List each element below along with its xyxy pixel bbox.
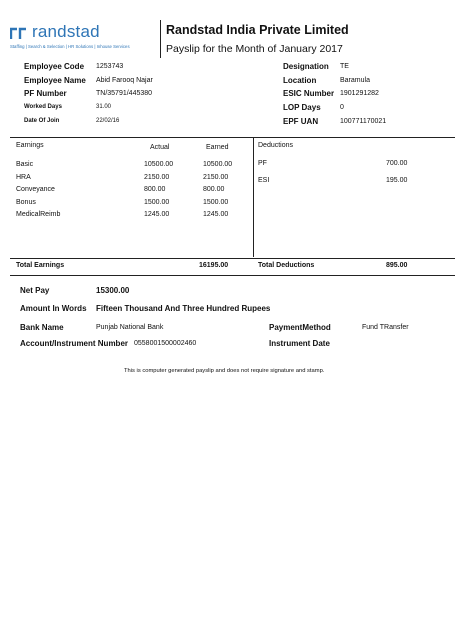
deductions-header: Deductions bbox=[258, 142, 294, 149]
bank-name-label: Bank Name bbox=[20, 323, 64, 332]
deduction-amount: 195.00 bbox=[386, 177, 408, 184]
earning-name: Basic bbox=[16, 161, 34, 168]
account-number-value: 0558001500002460 bbox=[134, 340, 197, 347]
company-logo bbox=[10, 22, 156, 54]
actual-column-header: Actual bbox=[150, 144, 170, 151]
bank-name-value: Punjab National Bank bbox=[96, 324, 164, 331]
earning-name: MedicalReimb bbox=[16, 211, 61, 218]
earning-earned: 2150.00 bbox=[203, 173, 229, 181]
date-of-join-label: Date Of Join bbox=[24, 118, 60, 124]
earnings-header: Earnings bbox=[16, 142, 44, 149]
earning-actual: 1245.00 bbox=[144, 211, 170, 218]
worked-days-value: 31.00 bbox=[96, 104, 112, 110]
amount-in-words-label: Amount In Words bbox=[20, 304, 87, 313]
earning-name: Bonus bbox=[16, 198, 36, 206]
totals-divider bbox=[10, 275, 455, 276]
randstad-logo-icon bbox=[10, 26, 28, 40]
earnings-deductions-table bbox=[10, 137, 455, 259]
earning-actual: 10500.00 bbox=[144, 161, 174, 168]
employee-code-value: 1253743 bbox=[96, 63, 124, 70]
earning-actual: 2150.00 bbox=[144, 173, 170, 181]
deduction-amount: 700.00 bbox=[386, 160, 408, 167]
amount-in-words-value: Fifteen Thousand And Three Hundred Rupees bbox=[96, 304, 271, 313]
logo-text: randstad bbox=[32, 22, 100, 41]
company-name: Randstad India Private Limited bbox=[166, 23, 349, 37]
earning-actual: 800.00 bbox=[144, 186, 166, 193]
employee-name-label: Employee Name bbox=[24, 76, 86, 85]
footer-note: This is computer generated payslip and does not require signature and stamp. bbox=[124, 368, 325, 374]
earning-earned: 1245.00 bbox=[203, 211, 229, 218]
earning-earned: 800.00 bbox=[203, 186, 225, 193]
pf-number-label: PF Number bbox=[24, 89, 67, 98]
payment-method-value: Fund TRansfer bbox=[362, 324, 409, 331]
earning-name: Conveyance bbox=[16, 186, 55, 193]
pf-number-value: TN/35791/445380 bbox=[96, 90, 153, 97]
total-earnings-label: Total Earnings bbox=[16, 262, 65, 269]
total-deductions-label: Total Deductions bbox=[258, 262, 315, 269]
earning-name: HRA bbox=[16, 173, 31, 181]
earning-actual: 1500.00 bbox=[144, 198, 170, 206]
payment-method-label: PaymentMethod bbox=[269, 323, 331, 332]
account-number-label: Account/Instrument Number bbox=[20, 339, 129, 348]
earning-earned: 1500.00 bbox=[203, 198, 229, 206]
deduction-name: PF bbox=[258, 160, 267, 167]
esic-number-label: ESIC Number bbox=[283, 89, 335, 98]
payslip-period: Payslip for the Month of January 2017 bbox=[166, 43, 343, 55]
net-pay-value: 15300.00 bbox=[96, 286, 130, 295]
employee-name-value: Abid Farooq Najar bbox=[96, 77, 153, 84]
net-pay-label: Net Pay bbox=[20, 286, 50, 295]
epf-uan-label: EPF UAN bbox=[283, 117, 319, 126]
worked-days-label: Worked Days bbox=[24, 104, 62, 110]
header-divider bbox=[160, 20, 161, 58]
date-of-join-value: 22/02/16 bbox=[96, 118, 120, 124]
designation-value: TE bbox=[340, 63, 349, 70]
logo-tagline: Staffing | Search & Selection | HR Solutions | Inhouse Services bbox=[10, 44, 130, 49]
employee-code-label: Employee Code bbox=[24, 62, 85, 71]
location-value: Baramula bbox=[340, 77, 370, 84]
location-label: Location bbox=[283, 76, 317, 85]
total-earnings-value: 16195.00 bbox=[199, 262, 229, 269]
designation-label: Designation bbox=[283, 62, 329, 71]
total-deductions-value: 895.00 bbox=[386, 262, 408, 269]
earning-earned: 10500.00 bbox=[203, 161, 233, 168]
earned-column-header: Earned bbox=[206, 144, 229, 151]
esic-number-value: 1901291282 bbox=[340, 90, 379, 97]
table-column-divider bbox=[253, 137, 254, 257]
epf-uan-value: 100771170021 bbox=[340, 118, 387, 125]
lop-days-value: 0 bbox=[340, 104, 344, 111]
instrument-date-label: Instrument Date bbox=[269, 339, 330, 348]
lop-days-label: LOP Days bbox=[283, 103, 321, 112]
deduction-name: ESI bbox=[258, 177, 270, 184]
